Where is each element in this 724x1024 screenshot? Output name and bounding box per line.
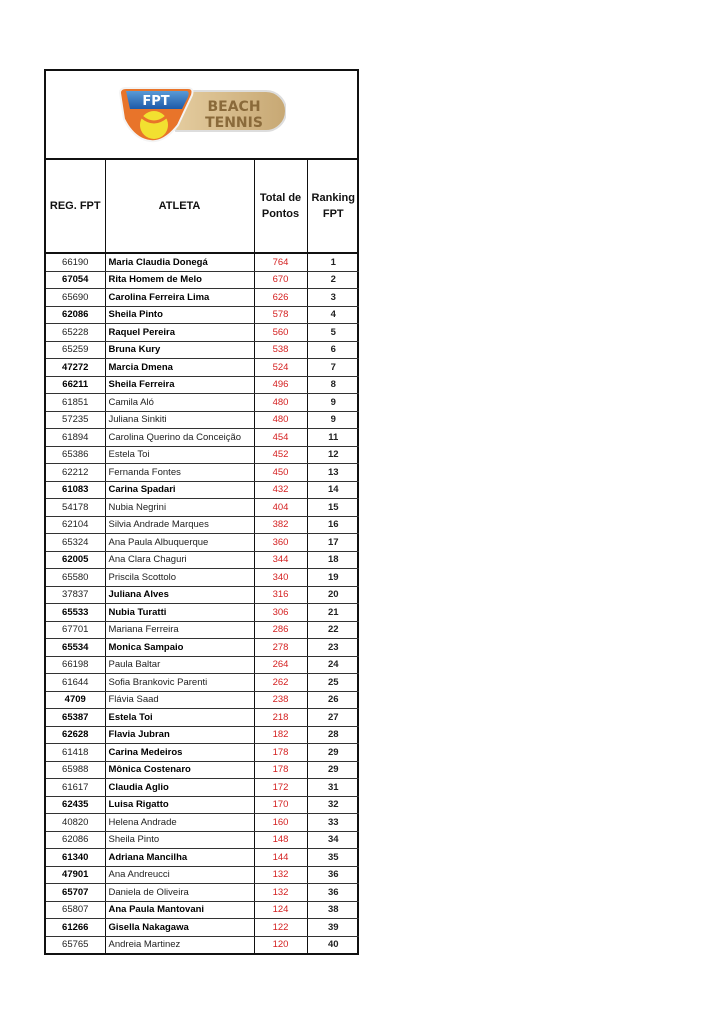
athlete-cell: Daniela de Oliveira	[105, 884, 254, 902]
points-cell: 450	[254, 464, 307, 482]
points-cell: 170	[254, 796, 307, 814]
header-points-line2: Pontos	[261, 208, 300, 220]
rank-cell: 38	[307, 901, 359, 919]
table-row	[46, 779, 359, 797]
table-row	[46, 446, 359, 464]
points-cell: 132	[254, 884, 307, 902]
rank-cell: 40	[327, 939, 339, 951]
table-row	[46, 691, 359, 709]
reg-cell: 61083	[46, 481, 105, 499]
rank-cell: 29	[307, 761, 359, 779]
points-cell: 238	[254, 691, 307, 709]
reg-cell: 61617	[46, 779, 105, 797]
reg-cell: 66198	[46, 656, 105, 674]
athlete-cell: Carina Medeiros	[105, 744, 254, 762]
table-row	[46, 621, 359, 639]
rank-cell: 26	[307, 691, 359, 709]
rank-cell: 12	[307, 446, 359, 464]
ranking-sheet	[44, 69, 359, 955]
rank-cell: 9	[307, 411, 359, 429]
athlete-cell: Sheila Pinto	[105, 306, 254, 324]
points-cell: 178	[254, 761, 307, 779]
points-cell: 286	[254, 621, 307, 639]
reg-cell: 57235	[46, 411, 105, 429]
reg-cell: 65228	[46, 324, 105, 342]
points-cell: 124	[254, 901, 307, 919]
athlete-cell: Raquel Pereira	[105, 324, 254, 342]
athlete-cell: Flávia Saad	[105, 691, 254, 709]
athlete-cell: Nubia Turatti	[105, 604, 254, 622]
header-athlete: ATLETA	[105, 160, 254, 253]
athlete-cell: Ana Paula Albuquerque	[105, 534, 254, 552]
points-cell: 182	[254, 726, 307, 744]
athlete-cell: Camila Aló	[105, 394, 254, 412]
reg-cell: 65707	[46, 884, 105, 902]
table-row	[46, 253, 359, 271]
rank-cell: 21	[307, 604, 359, 622]
reg-cell: 66190	[46, 253, 105, 271]
athlete-cell: Helena Andrade	[105, 814, 254, 832]
points-cell: 148	[254, 831, 307, 849]
header-row	[46, 160, 359, 253]
reg-cell: 54178	[46, 499, 105, 517]
athlete-cell: Monica Sampaio	[105, 639, 254, 657]
table-row	[46, 586, 359, 604]
table-row	[46, 376, 359, 394]
reg-cell: 37837	[46, 586, 105, 604]
athlete-cell: Estela Toi	[105, 446, 254, 464]
points-cell: 340	[254, 569, 307, 587]
rank-cell: 18	[307, 551, 359, 569]
points-cell: 404	[254, 499, 307, 517]
points-cell: 218	[254, 709, 307, 727]
points-cell: 144	[254, 849, 307, 867]
rank-cell: 5	[307, 324, 359, 342]
rank-cell: 16	[307, 516, 359, 534]
athlete-cell: Ana Paula Mantovani	[105, 901, 254, 919]
rank-cell: 19	[307, 569, 359, 587]
rank-cell: 31	[307, 779, 359, 797]
rank-cell: 15	[307, 499, 359, 517]
reg-cell: 62086	[46, 831, 105, 849]
athlete-cell: Adriana Mancilha	[105, 849, 254, 867]
points-cell: 496	[254, 376, 307, 394]
reg-cell: 61894	[46, 429, 105, 447]
svg-text:TENNIS: TENNIS	[205, 115, 263, 131]
rank-cell: 22	[307, 621, 359, 639]
points-cell: 316	[254, 586, 307, 604]
reg-cell: 65988	[46, 761, 105, 779]
rank-cell: 9	[307, 394, 359, 412]
header-rank-line1: Ranking	[311, 192, 355, 204]
rank-cell: 35	[307, 849, 359, 867]
athlete-cell: Sofia Brankovic Parenti	[105, 674, 254, 692]
table-row	[46, 726, 359, 744]
table-row	[46, 429, 359, 447]
reg-cell: 65386	[46, 446, 105, 464]
reg-cell: 62104	[46, 516, 105, 534]
reg-cell: 67054	[46, 271, 105, 289]
points-cell: 278	[254, 639, 307, 657]
points-cell: 264	[254, 656, 307, 674]
table-row	[46, 796, 359, 814]
rank-cell: 8	[307, 376, 359, 394]
rank-cell: 39	[307, 919, 359, 937]
header-points	[254, 160, 307, 253]
reg-cell: 66211	[46, 376, 105, 394]
athlete-cell: Priscila Scottolo	[105, 569, 254, 587]
points-cell: 432	[254, 481, 307, 499]
table-row	[46, 341, 359, 359]
points-cell: 452	[254, 446, 307, 464]
table-row	[46, 604, 359, 622]
rank-cell: 25	[307, 674, 359, 692]
reg-cell: 65324	[46, 534, 105, 552]
rank-cell: 28	[307, 726, 359, 744]
table-row	[46, 359, 359, 377]
athlete-cell: Carolina Ferreira Lima	[105, 289, 254, 307]
points-cell: 578	[254, 306, 307, 324]
reg-cell: 65690	[46, 289, 105, 307]
rank-cell: 3	[307, 289, 359, 307]
athlete-cell: Silvia Andrade Marques	[105, 516, 254, 534]
reg-cell: 67701	[46, 621, 105, 639]
points-cell: 524	[254, 359, 307, 377]
reg-cell: 61644	[46, 674, 105, 692]
athlete-cell: Nubia Negrini	[105, 499, 254, 517]
svg-text:BEACH: BEACH	[207, 99, 261, 115]
athlete-cell: Luisa Rigatto	[105, 796, 254, 814]
athlete-cell: Fernanda Fontes	[105, 464, 254, 482]
table-row	[46, 849, 359, 867]
points-cell: 360	[254, 534, 307, 552]
points-cell: 480	[254, 394, 307, 412]
rank-cell: 29	[307, 744, 359, 762]
rank-cell: 20	[307, 586, 359, 604]
points-cell: 480	[254, 411, 307, 429]
table-row	[46, 306, 359, 324]
rank-cell: 7	[307, 359, 359, 377]
rank-cell: 6	[307, 341, 359, 359]
reg-cell: 40820	[46, 814, 105, 832]
athlete-cell: Carina Spadari	[105, 481, 254, 499]
reg-cell: 65533	[46, 604, 105, 622]
points-cell: 764	[254, 253, 307, 271]
points-cell: 262	[254, 674, 307, 692]
athlete-cell: Carolina Querino da Conceição	[105, 429, 254, 447]
athlete-cell: Mariana Ferreira	[105, 621, 254, 639]
athlete-cell: Sheila Ferreira	[105, 376, 254, 394]
table-row	[46, 656, 359, 674]
athlete-cell: Mônica Costenaro	[105, 761, 254, 779]
reg-cell: 65580	[46, 569, 105, 587]
athlete-cell: Claudia Aglio	[105, 779, 254, 797]
table-row	[46, 831, 359, 849]
reg-cell: 65387	[46, 709, 105, 727]
points-cell: 560	[254, 324, 307, 342]
rank-cell: 4	[307, 306, 359, 324]
reg-cell: 62435	[46, 796, 105, 814]
table-row	[46, 901, 359, 919]
athlete-cell: Flavia Jubran	[105, 726, 254, 744]
points-cell: 306	[254, 604, 307, 622]
athlete-cell: Juliana Alves	[105, 586, 254, 604]
reg-cell: 65765	[46, 936, 105, 953]
rank-cell: 14	[307, 481, 359, 499]
reg-cell: 61340	[46, 849, 105, 867]
header-points-line1: Total de	[259, 192, 302, 204]
points-cell: 344	[254, 551, 307, 569]
rank-cell: 27	[307, 709, 359, 727]
points-cell: 120	[254, 936, 307, 953]
reg-cell: 61266	[46, 919, 105, 937]
athlete-cell: Juliana Sinkiti	[105, 411, 254, 429]
table-row	[46, 639, 359, 657]
points-cell: 626	[254, 289, 307, 307]
points-cell: 122	[254, 919, 307, 937]
reg-cell: 61418	[46, 744, 105, 762]
reg-cell: 62086	[46, 306, 105, 324]
athlete-cell: Bruna Kury	[105, 341, 254, 359]
table-row	[46, 464, 359, 482]
rank-cell: 23	[307, 639, 359, 657]
athlete-cell: Estela Toi	[105, 709, 254, 727]
rank-cell: 2	[307, 271, 359, 289]
athlete-cell: Marcia Dmena	[105, 359, 254, 377]
table-row	[46, 814, 359, 832]
table-row	[46, 674, 359, 692]
rank-cell: 32	[307, 796, 359, 814]
table-row	[46, 289, 359, 307]
points-cell: 172	[254, 779, 307, 797]
rank-cell: 36	[307, 884, 359, 902]
reg-cell: 4709	[46, 691, 105, 709]
points-cell: 132	[254, 866, 307, 884]
table-row	[46, 271, 359, 289]
reg-cell: 47272	[46, 359, 105, 377]
points-cell: 160	[254, 814, 307, 832]
rank-cell: 24	[307, 656, 359, 674]
athlete-cell: Ana Clara Chaguri	[105, 551, 254, 569]
table-row	[46, 551, 359, 569]
athlete-cell: Rita Homem de Melo	[105, 271, 254, 289]
athlete-cell: Gisella Nakagawa	[105, 919, 254, 937]
rank-cell: 1	[307, 253, 359, 271]
ranking-table	[46, 160, 359, 953]
points-cell: 670	[254, 271, 307, 289]
table-row	[46, 936, 359, 953]
athlete-cell: Ana Andreucci	[105, 866, 254, 884]
table-row	[46, 481, 359, 499]
reg-cell: 61851	[46, 394, 105, 412]
reg-cell: 65259	[46, 341, 105, 359]
header-rank-line2: FPT	[322, 208, 344, 220]
reg-cell: 62005	[46, 551, 105, 569]
ranking-rows	[46, 253, 359, 953]
rank-cell: 36	[307, 866, 359, 884]
rank-cell: 13	[307, 464, 359, 482]
table-row	[46, 744, 359, 762]
table-row	[46, 499, 359, 517]
header-rank	[307, 160, 359, 253]
header-reg: REG. FPT	[46, 160, 105, 253]
reg-cell: 47901	[46, 866, 105, 884]
table-row	[46, 866, 359, 884]
points-cell: 454	[254, 429, 307, 447]
svg-text:FPT: FPT	[142, 94, 170, 109]
rank-cell: 17	[307, 534, 359, 552]
reg-cell: 65807	[46, 901, 105, 919]
table-row	[46, 919, 359, 937]
rank-cell: 11	[307, 429, 359, 447]
rank-cell: 33	[307, 814, 359, 832]
table-row	[46, 324, 359, 342]
fpt-beach-tennis-logo	[116, 85, 286, 143]
reg-cell: 62212	[46, 464, 105, 482]
table-row	[46, 761, 359, 779]
points-cell: 382	[254, 516, 307, 534]
table-row	[46, 516, 359, 534]
table-row	[46, 394, 359, 412]
table-row	[46, 884, 359, 902]
rank-cell: 34	[307, 831, 359, 849]
table-row	[46, 411, 359, 429]
points-cell: 178	[254, 744, 307, 762]
logo-row	[46, 71, 357, 160]
athlete-cell: Paula Baltar	[105, 656, 254, 674]
reg-cell: 62628	[46, 726, 105, 744]
athlete-cell: Sheila Pinto	[105, 831, 254, 849]
reg-cell: 65534	[46, 639, 105, 657]
table-row	[46, 709, 359, 727]
athlete-cell: Maria Claudia Donegá	[105, 253, 254, 271]
athlete-cell: Andreia Martinez	[105, 936, 254, 953]
points-cell: 538	[254, 341, 307, 359]
table-row	[46, 569, 359, 587]
table-row	[46, 534, 359, 552]
